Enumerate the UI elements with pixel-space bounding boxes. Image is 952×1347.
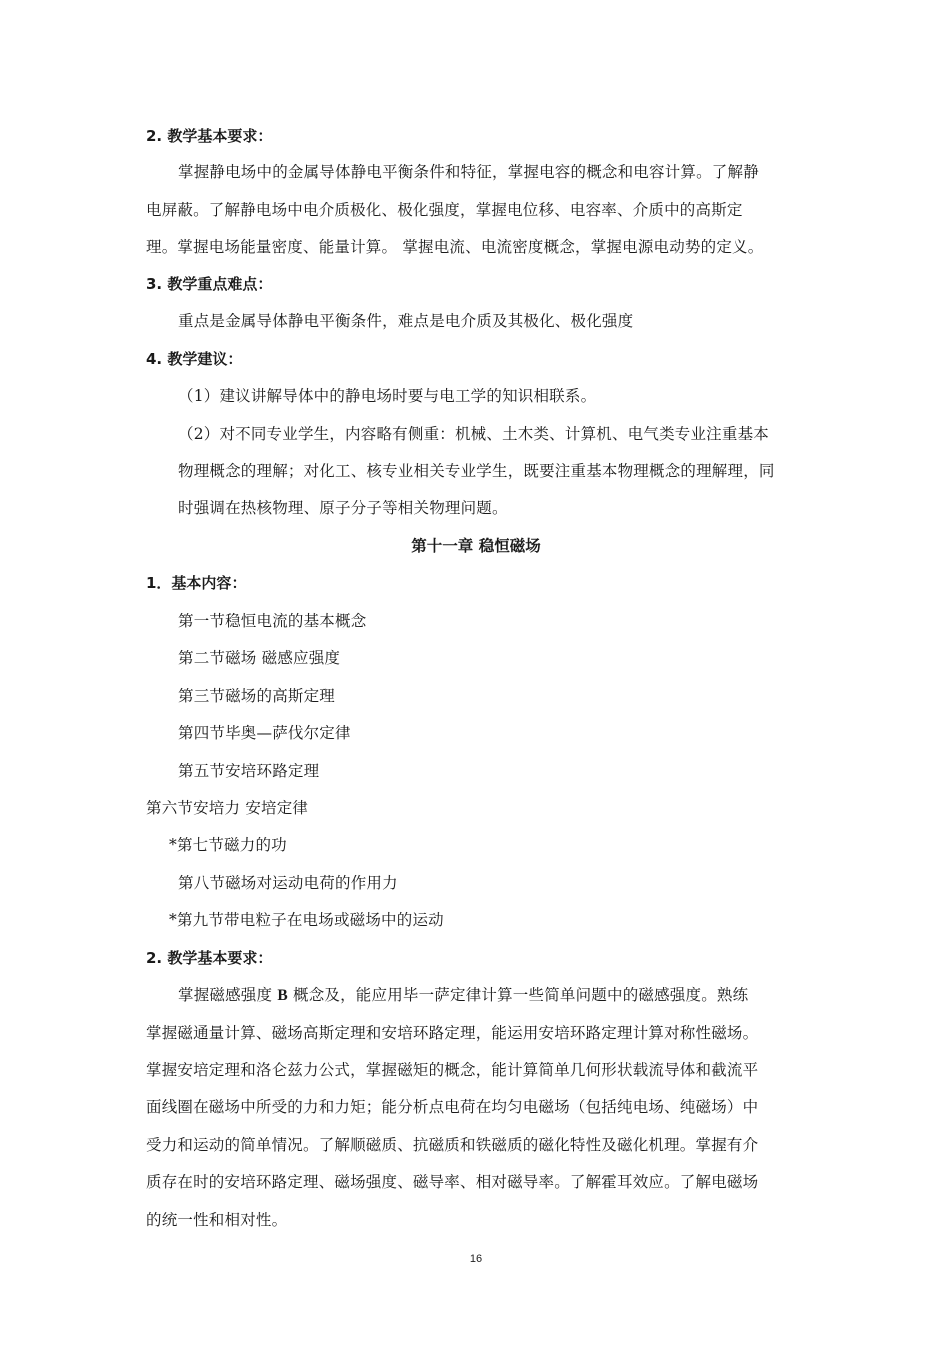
paragraph-line: 掌握安培定理和洛仑兹力公式，掌握磁矩的概念，能计算简单几何形状载流导体和截流平 <box>146 1061 759 1079</box>
paragraph-line: 掌握静电场中的金属导体静电平衡条件和特征，掌握电容的概念和电容计算。了解静 <box>178 163 759 181</box>
section-list-item: 第一节稳恒电流的基本概念 <box>178 612 367 630</box>
section-list-item: 第三节磁场的高斯定理 <box>178 687 336 705</box>
section-list-item: 第二节磁场 磁感应强度 <box>178 649 341 667</box>
section-list-item: *第七节磁力的功 <box>169 836 287 854</box>
paragraph-line: 的统一性和相对性。 <box>146 1211 288 1229</box>
paragraph-line: 质存在时的安培环路定理、磁场强度、磁导率、相对磁导率。了解霍耳效应。了解电磁场 <box>146 1173 759 1191</box>
paragraph-line: 理。掌握电场能量密度、能量计算。 掌握电流、电流密度概念，掌握电源电动势的定义。 <box>146 238 764 256</box>
paragraph-line: 重点是金属导体静电平衡条件，难点是电介质及其极化、极化强度 <box>178 312 634 330</box>
text-run: 掌握磁感强度 <box>178 986 278 1004</box>
list-item-continuation: 时强调在热核物理、原子分子等相关物理问题。 <box>178 499 508 517</box>
text-run: 概念及，能应用毕一萨定律计算一些简单问题中的磁感强度。熟练 <box>287 986 749 1004</box>
list-item: （1）建议讲解导体中的静电场时要与电工学的知识相联系。 <box>178 387 597 405</box>
section-list-item: 第六节安培力 安培定律 <box>146 799 309 817</box>
paragraph-line: 面线圈在磁场中所受的力和力矩；能分析点电荷在均匀电磁场（包括纯电场、纯磁场）中 <box>146 1098 759 1116</box>
section-list-item: 第五节安培环路定理 <box>178 762 320 780</box>
section-heading-key-points: 3. 教学重点难点： <box>146 275 273 293</box>
section-list-item: 第四节毕奥—萨伐尔定律 <box>178 724 351 742</box>
section-heading-suggestions: 4. 教学建议： <box>146 350 243 368</box>
paragraph-line <box>178 985 748 1006</box>
list-item: （2）对不同专业学生，内容略有侧重：机械、土木类、计算机、电气类专业注重基本 <box>178 425 769 443</box>
list-item-continuation: 物理概念的理解；对化工、核专业相关专业学生，既要注重基本物理概念的理解理，同 <box>178 462 775 480</box>
section-heading-teaching-requirements: 2. 教学基本要求： <box>146 949 273 967</box>
paragraph-line: 受力和运动的简单情况。了解顺磁质、抗磁质和铁磁质的磁化特性及磁化机理。掌握有介 <box>146 1136 759 1154</box>
section-heading-teaching-requirements: 2. 教学基本要求： <box>146 127 273 145</box>
section-heading-basic-content: 1．基本内容： <box>146 574 247 592</box>
section-list-item: *第九节带电粒子在电场或磁场中的运动 <box>169 911 444 929</box>
page-number: 16 <box>469 1253 483 1265</box>
chapter-title: 第十一章 稳恒磁场 <box>411 537 541 555</box>
section-list-item: 第八节磁场对运动电荷的作用力 <box>178 874 398 892</box>
symbol-b: B <box>277 987 288 1004</box>
paragraph-line: 掌握磁通量计算、磁场高斯定理和安培环路定理，能运用安培环路定理计算对称性磁场。 <box>146 1024 759 1042</box>
paragraph-line: 电屏蔽。了解静电场中电介质极化、极化强度，掌握电位移、电容率、介质中的高斯定 <box>146 201 743 219</box>
